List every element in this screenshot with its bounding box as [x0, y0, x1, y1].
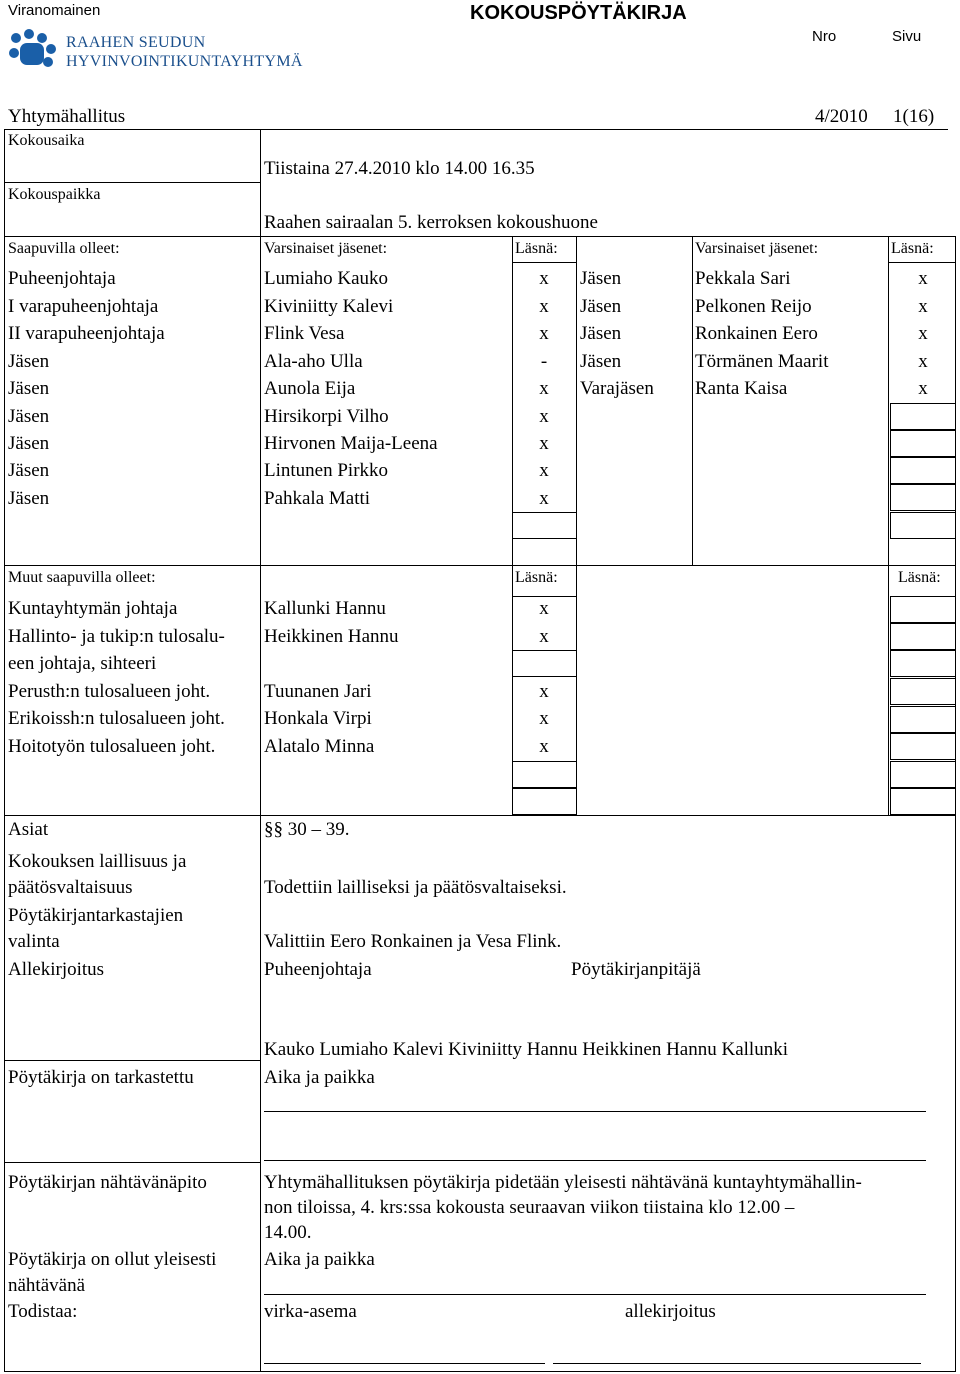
meeting-time-value: Tiistaina 27.4.2010 klo 14.00 16.35 [264, 158, 535, 179]
attendee-present-mark: x [539, 378, 549, 399]
attendees-present-header: Läsnä: [515, 240, 558, 257]
attendee-name: Ronkainen Eero [695, 323, 818, 344]
governing-body: Yhtymähallitus [8, 106, 126, 127]
empty-present-box [890, 761, 956, 788]
attendee-name: Hirvonen Maija-Leena [264, 433, 438, 454]
organisation-logo [6, 28, 60, 72]
attendee-role: I varapuheenjohtaja [8, 296, 159, 317]
other-present-mark: x [539, 681, 549, 702]
legality-label-line2: päätösvaltaisuus [8, 877, 133, 898]
other-role: Erikoissh:n tulosalueen joht. [8, 708, 225, 729]
attendees-members-header: Varsinaiset jäsenet: [264, 240, 388, 257]
empty-present-box [890, 733, 956, 760]
others-present-header: Läsnä: [515, 569, 558, 586]
meeting-time-label: Kokousaika [8, 132, 85, 149]
shown-label-line2: nähtävänä [8, 1275, 86, 1296]
other-present-mark: x [539, 736, 549, 757]
other-name: Heikkinen Hannu [264, 626, 399, 647]
attendee-role: Varajäsen [580, 378, 654, 399]
shown-label-line1: Pöytäkirja on ollut yleisesti [8, 1249, 217, 1270]
attendee-name: Lumiaho Kauko [264, 268, 389, 289]
empty-present-box [890, 512, 956, 539]
attendee-present-mark: x [539, 406, 549, 427]
checked-time-place: Aika ja paikka [264, 1067, 375, 1088]
attendee-role: Jäsen [580, 268, 622, 289]
page-number: 1(16) [893, 106, 935, 127]
checked-signature-line-2 [264, 1160, 926, 1161]
signature-chair-label: Puheenjohtaja [264, 959, 372, 980]
others-label: Muut saapuvilla olleet: [8, 569, 156, 586]
authority-label: Viranomainen [8, 2, 101, 19]
other-present-mark: x [539, 598, 549, 619]
separator-attendees [4, 565, 956, 566]
checkers-label-line2: valinta [8, 931, 60, 952]
attendee-name: Pahkala Matti [264, 488, 371, 509]
attendee-role: Jäsen [580, 351, 622, 372]
attendee-role: Puheenjohtaja [8, 268, 116, 289]
separator-others [4, 815, 956, 816]
witness-position-line [264, 1363, 545, 1364]
attendee-name: Ranta Kaisa [695, 378, 788, 399]
grid-line [888, 262, 956, 263]
signature-names: Kauko Lumiaho Kalevi Kiviniitty Hannu Heikkinen Hannu Kallunki [264, 1039, 788, 1060]
attendee-name: Ala-aho Ulla [264, 351, 363, 372]
other-name: Honkala Virpi [264, 708, 372, 729]
shown-signature-line [264, 1294, 926, 1295]
other-name: Kallunki Hannu [264, 598, 386, 619]
header-rule [4, 129, 948, 130]
attendee-role: Jäsen [8, 378, 50, 399]
other-role: Hallinto- ja tukip:n tulosalu- [8, 626, 225, 647]
matters-label: Asiat [8, 819, 49, 840]
empty-present-box [890, 678, 956, 705]
empty-present-box [512, 650, 577, 677]
attendee-role: Jäsen [580, 296, 622, 317]
display-text-line1: Yhtymähallituksen pöytäkirja pidetään yleisesti nähtävänä kuntayhtymähallin- [264, 1172, 862, 1193]
empty-present-box [512, 761, 577, 788]
others-present-header-2: Läsnä: [898, 569, 941, 586]
checked-signature-line [264, 1111, 926, 1112]
separator-checked [4, 1162, 261, 1163]
attendee-name: Pelkonen Reijo [695, 296, 812, 317]
attendee-name: Pekkala Sari [695, 268, 791, 289]
grid-line [512, 262, 576, 263]
attendee-name: Hirsikorpi Vilho [264, 406, 389, 427]
checkers-label-line1: Pöytäkirjantarkastajien [8, 905, 184, 926]
separator-place [4, 236, 956, 237]
attendee-name: Lintunen Pirkko [264, 460, 389, 481]
signature-secretary-label: Pöytäkirjanpitäjä [571, 959, 701, 980]
empty-present-box [890, 596, 956, 623]
attendee-present-mark: x [539, 460, 549, 481]
empty-present-box [890, 484, 956, 511]
attendee-role: Jäsen [580, 323, 622, 344]
other-role: een johtaja, sihteeri [8, 653, 157, 674]
attendee-present-mark: x [539, 268, 549, 289]
legality-value: Todettiin lailliseksi ja päätösvaltaiseksi. [264, 877, 567, 898]
grid-line [888, 565, 889, 815]
empty-present-box [890, 788, 956, 815]
label-column-divider [260, 129, 261, 1372]
witness-label: Todistaa: [8, 1301, 78, 1322]
attendee-role: Jäsen [8, 433, 50, 454]
empty-present-box [512, 512, 577, 539]
empty-present-box [890, 706, 956, 733]
attendee-present-mark: x [918, 351, 928, 372]
attendee-present-mark: x [539, 488, 549, 509]
attendee-role: Jäsen [8, 460, 50, 481]
witness-signature-line [553, 1363, 921, 1364]
attendee-role: II varapuheenjohtaja [8, 323, 165, 344]
attendees-label: Saapuvilla olleet: [8, 240, 120, 257]
frame-left [4, 129, 5, 1372]
frame-bottom [4, 1371, 956, 1372]
grid-line [512, 596, 576, 597]
meeting-place-label: Kokouspaikka [8, 186, 101, 203]
attendee-role: Jäsen [8, 351, 50, 372]
witness-signature-label: allekirjoitus [625, 1301, 716, 1322]
other-name: Tuunanen Jari [264, 681, 372, 702]
legality-label-line1: Kokouksen laillisuus ja [8, 851, 187, 872]
attendee-present-mark: x [918, 378, 928, 399]
separator-time [4, 182, 261, 183]
organisation-name-line2: HYVINVOINTIKUNTAYHTYMÄ [66, 53, 303, 70]
empty-present-box [890, 403, 956, 430]
attendee-present-mark: x [539, 433, 549, 454]
attendee-present-mark: x [539, 323, 549, 344]
attendee-present-mark: x [918, 323, 928, 344]
empty-present-box [890, 650, 956, 677]
attendee-name: Flink Vesa [264, 323, 345, 344]
sivu-label: Sivu [892, 28, 922, 45]
nro-label: Nro [812, 28, 837, 45]
empty-present-box [890, 430, 956, 457]
other-present-mark: x [539, 708, 549, 729]
empty-present-box [890, 623, 956, 650]
document-number: 4/2010 [815, 106, 868, 127]
shown-time-place: Aika ja paikka [264, 1249, 375, 1270]
attendee-role: Jäsen [8, 488, 50, 509]
signature-label: Allekirjoitus [8, 959, 105, 980]
attendees-members-header-2: Varsinaiset jäsenet: [695, 240, 819, 257]
witness-position-label: virka-asema [264, 1301, 357, 1322]
grid-line [888, 236, 889, 565]
attendee-role: Jäsen [8, 406, 50, 427]
attendee-name: Kiviniitty Kalevi [264, 296, 394, 317]
attendees-present-header-2: Läsnä: [891, 240, 934, 257]
grid-line [692, 236, 693, 565]
document-type: KOKOUSPÖYTÄKIRJA [470, 2, 687, 24]
meeting-place-value: Raahen sairaalan 5. kerroksen kokoushuone [264, 212, 598, 233]
other-role: Hoitotyön tulosalueen joht. [8, 736, 216, 757]
separator-signature [4, 1060, 261, 1061]
checkers-value: Valittiin Eero Ronkainen ja Vesa Flink. [264, 931, 562, 952]
organisation-name-line1: RAAHEN SEUDUN [66, 34, 206, 51]
display-text-line2: non tiloissa, 4. krs:ssa kokousta seuraavan viikon tiistaina klo 12.00 – [264, 1197, 795, 1218]
matters-value: §§ 30 – 39. [264, 819, 350, 840]
display-label: Pöytäkirjan nähtävänäpito [8, 1172, 207, 1193]
attendee-name: Törmänen Maarit [695, 351, 829, 372]
other-role: Kuntayhtymän johtaja [8, 598, 178, 619]
other-role: Perusth:n tulosalueen joht. [8, 681, 211, 702]
checked-label: Pöytäkirja on tarkastettu [8, 1067, 194, 1088]
empty-present-box [512, 788, 577, 815]
other-name: Alatalo Minna [264, 736, 375, 757]
other-present-mark: x [539, 626, 549, 647]
attendee-present-mark: x [918, 268, 928, 289]
empty-present-box [890, 457, 956, 484]
attendee-name: Aunola Eija [264, 378, 356, 399]
attendee-present-mark: x [539, 296, 549, 317]
attendee-present-mark: - [540, 351, 548, 372]
display-text-line3: 14.00. [264, 1222, 312, 1243]
attendee-present-mark: x [918, 296, 928, 317]
